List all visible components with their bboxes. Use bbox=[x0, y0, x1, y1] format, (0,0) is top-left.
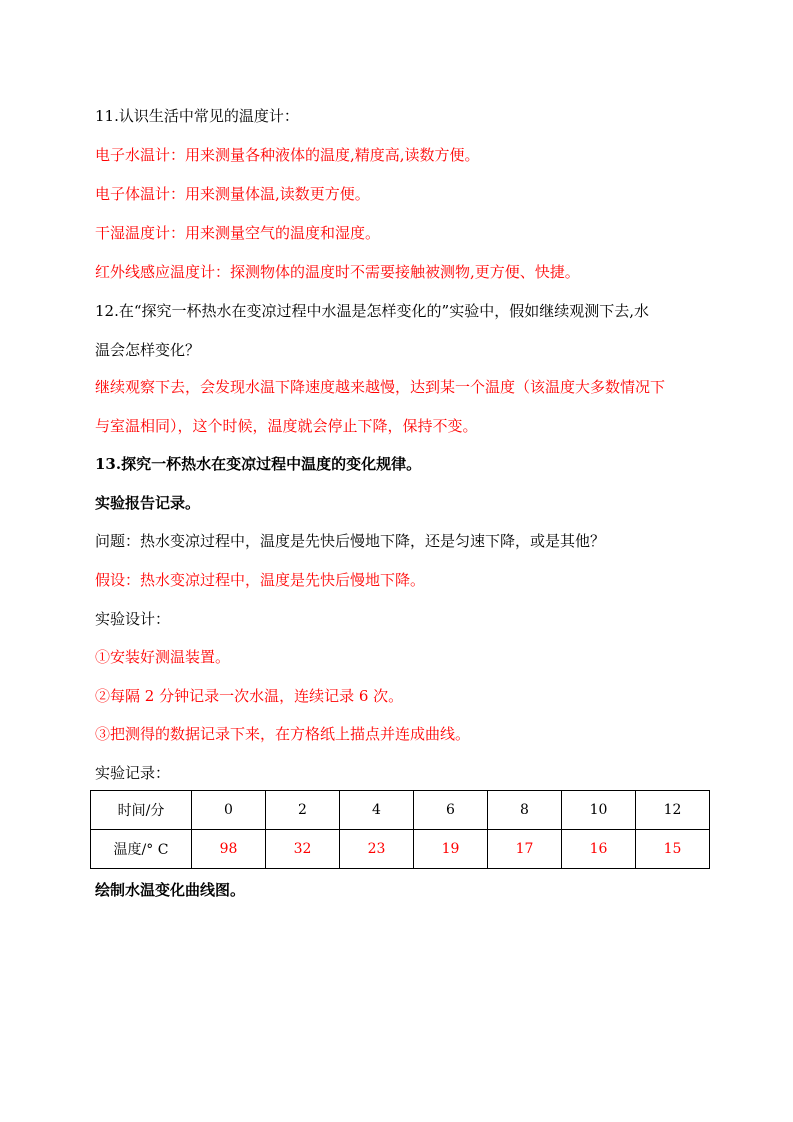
q13-heading: 13.探究一杯热水在变凉过程中温度的变化规律。 bbox=[95, 455, 422, 473]
design-step-3: ③把测得的数据记录下来，在方格纸上描点并连成曲线。 bbox=[95, 725, 471, 743]
temperature-cell: 23 bbox=[340, 830, 414, 869]
q11-item-electronic-body-thermometer: 电子体温计：用来测量体温,读数更方便。 bbox=[95, 185, 370, 203]
temperature-record-table bbox=[90, 790, 710, 869]
q11-item-infrared-thermometer: 红外线感应温度计：探测物体的温度时不需要接触被测物,更方便、快捷。 bbox=[95, 263, 580, 281]
design-step-1: ①安装好测温装置。 bbox=[95, 648, 231, 666]
q11-heading: 11.认识生活中常见的温度计： bbox=[95, 107, 299, 125]
temperature-cell: 32 bbox=[266, 830, 340, 869]
temperature-cell: 98 bbox=[192, 830, 266, 869]
experiment-question: 问题：热水变凉过程中，温度是先快后慢地下降，还是匀速下降，或是其他？ bbox=[95, 532, 606, 550]
experiment-design-label: 实验设计： bbox=[95, 610, 171, 628]
time-cell: 10 bbox=[562, 791, 636, 830]
time-cell: 2 bbox=[266, 791, 340, 830]
experiment-hypothesis: 假设：热水变凉过程中，温度是先快后慢地下降。 bbox=[95, 571, 426, 589]
q11-item-wet-dry-thermometer: 干湿温度计：用来测量空气的温度和湿度。 bbox=[95, 224, 381, 242]
time-row bbox=[91, 791, 710, 830]
time-header-cell: 时间/分 bbox=[91, 791, 192, 830]
report-title: 实验报告记录。 bbox=[95, 494, 201, 512]
time-cell: 8 bbox=[488, 791, 562, 830]
time-cell: 6 bbox=[414, 791, 488, 830]
design-step-2: ②每隔 2 分钟记录一次水温，连续记录 6 次。 bbox=[95, 687, 404, 705]
experiment-record-label: 实验记录： bbox=[95, 764, 171, 782]
q11-item-electronic-water-thermometer: 电子水温计：用来测量各种液体的温度,精度高,读数方便。 bbox=[95, 146, 480, 164]
curve-chart-instruction: 绘制水温变化曲线图。 bbox=[95, 881, 246, 899]
temperature-cell: 19 bbox=[414, 830, 488, 869]
q12-answer-line-2: 与室温相同），这个时候，温度就会停止下降，保持不变。 bbox=[95, 417, 478, 435]
temperature-cell: 16 bbox=[562, 830, 636, 869]
time-cell: 12 bbox=[636, 791, 710, 830]
temperature-cell: 17 bbox=[488, 830, 562, 869]
time-cell: 0 bbox=[192, 791, 266, 830]
temperature-header-cell: 温度/° C bbox=[91, 830, 192, 869]
time-cell: 4 bbox=[340, 791, 414, 830]
q12-answer-line-1: 继续观察下去，会发现水温下降速度越来越慢，达到某一个温度（该温度大多数情况下 bbox=[95, 378, 666, 396]
temperature-row bbox=[91, 830, 710, 869]
q12-question-line-1: 12.在“探究一杯热水在变凉过程中水温是怎样变化的”实验中，假如继续观测下去,水 bbox=[95, 302, 649, 320]
temperature-cell: 15 bbox=[636, 830, 710, 869]
q12-question-line-2: 温会怎样变化？ bbox=[95, 341, 201, 359]
